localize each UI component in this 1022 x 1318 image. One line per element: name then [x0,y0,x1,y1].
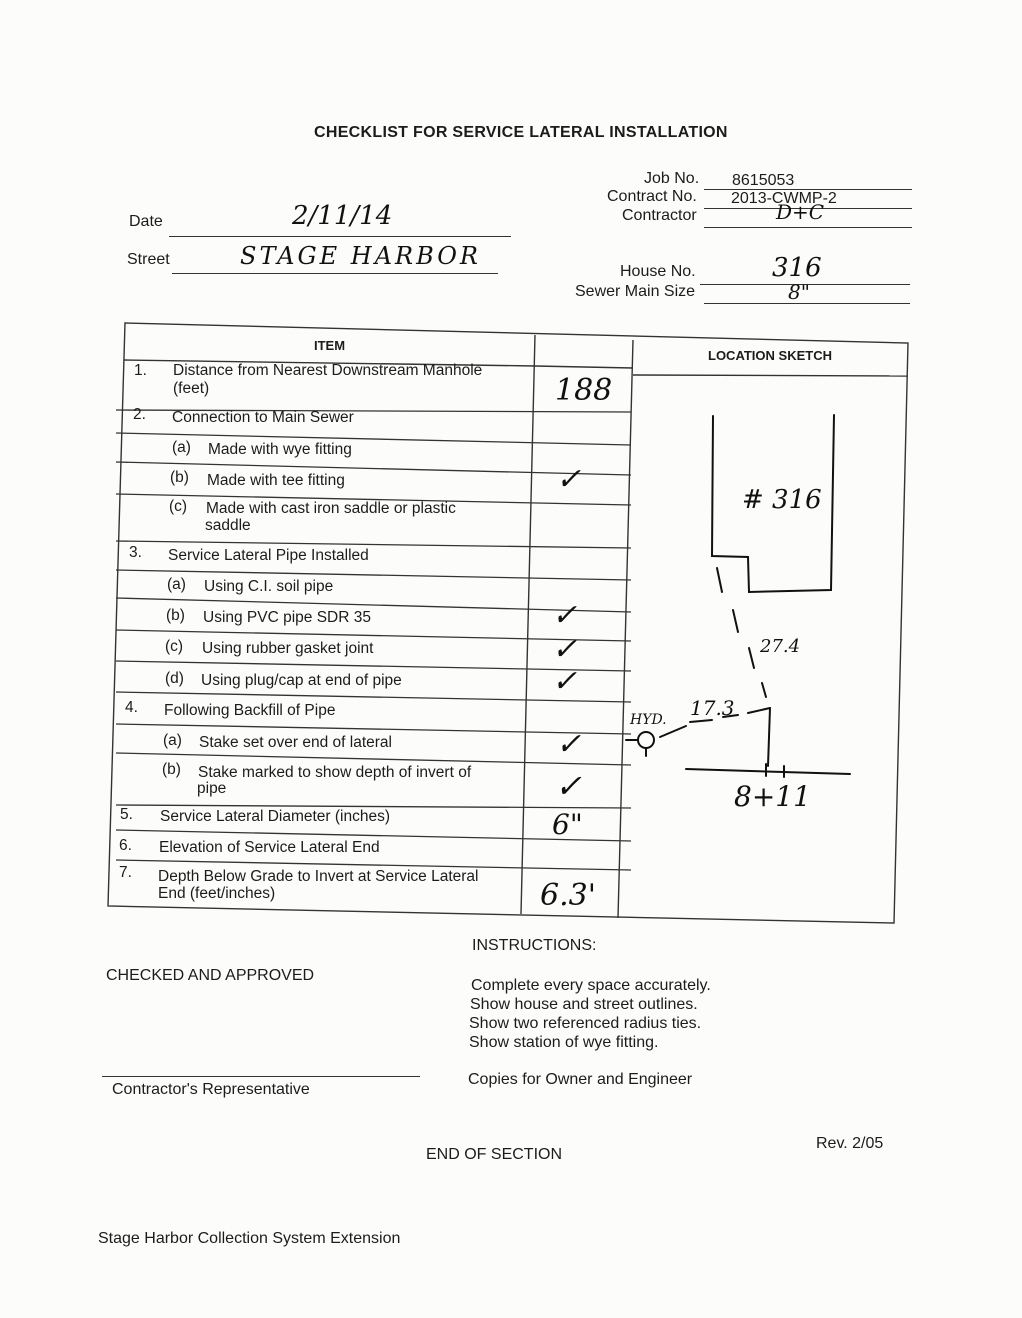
sewer-main-label: Sewer Main Size [575,283,696,300]
contract-no-value: 2013-CWMP-2 [731,190,837,207]
street-label: Street [127,251,170,268]
row-3c-num: (c) [165,638,184,655]
contractor-rep-label: Contractor's Representative [112,1081,310,1098]
row-7-label: Depth Below Grade to Invert at Service Lateral [158,868,479,885]
item-header: ITEM [314,338,346,353]
checked-approved: CHECKED AND APPROVED [106,967,315,984]
row-6-label: Elevation of Service Lateral End [159,839,380,856]
sewer-main-value: 8" [788,280,810,304]
sketch-dim-2: 17.3 [690,696,735,720]
contractor-label: Contractor [622,207,697,224]
row-4-num: 4. [125,699,138,716]
row-4b-num: (b) [162,761,181,778]
row-4a-label: Stake set over end of lateral [199,734,393,751]
contractor-value: D+C [776,200,825,224]
street-value: STAGE HARBOR [240,242,481,270]
row-3a-label: Using C.I. soil pipe [204,578,334,595]
date-label: Date [129,213,163,230]
row-4b-check: ✓ [555,767,582,805]
row-1-value: 188 [555,373,613,408]
instruction-line-4: Show station of wye fitting. [469,1034,659,1051]
copies-note: Copies for Owner and Engineer [468,1071,693,1088]
row-7-num: 7. [119,864,132,881]
row-2b-label: Made with tee fitting [207,472,345,489]
row-7-label2: End (feet/inches) [158,885,276,902]
row-2-label: Connection to Main Sewer [172,409,354,426]
row-3b-label: Using PVC pipe SDR 35 [203,609,371,626]
row-4b-label2: pipe [197,780,227,797]
hydrant-symbol [638,732,654,748]
row-2b-num: (b) [170,469,189,486]
row-1-label: Distance from Nearest Downstream Manhole [173,362,483,379]
house-no-label: House No. [620,263,696,280]
page-title: CHECKLIST FOR SERVICE LATERAL INSTALLATION [314,124,728,141]
row-2a-label: Made with wye fitting [208,441,352,458]
sewer-main-line-sketch [686,769,850,774]
instruction-line-3: Show two referenced radius ties. [469,1015,702,1032]
sketch-dim-1: 27.4 [760,636,801,657]
row-3-num: 3. [129,544,142,561]
row-2b-check: ✓ [556,462,582,497]
sketch-station: 8+11 [734,780,811,813]
footer-project: Stage Harbor Collection System Extension [98,1230,401,1247]
end-of-section: END OF SECTION [426,1146,563,1163]
revision: Rev. 2/05 [816,1135,884,1152]
row-3a-num: (a) [167,576,186,593]
row-5-value: 6" [552,808,583,841]
instruction-line-2: Show house and street outlines. [470,996,698,1013]
row-7-value: 6.3' [540,878,596,913]
row-3-label: Service Lateral Pipe Installed [168,547,369,564]
row-3d-check: ✓ [552,664,578,699]
row-4b-label: Stake marked to show depth of invert of [198,764,472,781]
sketch-hydrant-label: HYD. [630,712,667,728]
row-3d-label: Using plug/cap at end of pipe [201,672,402,689]
row-4a-check: ✓ [556,727,582,762]
row-5-num: 5. [120,806,133,823]
contract-no-label: Contract No. [607,188,697,205]
job-no-label: Job No. [644,170,700,187]
sketch-house-label: # 316 [742,485,822,515]
date-value: 2/11/14 [292,201,393,231]
instructions-heading: INSTRUCTIONS: [472,937,597,954]
row-3b-check: ✓ [552,598,578,633]
sketch-header: LOCATION SKETCH [708,348,832,363]
row-2-num: 2. [133,406,146,423]
row-1-label2: (feet) [173,380,210,397]
signature-line [102,1076,420,1077]
row-3b-num: (b) [166,607,185,624]
row-3c-check: ✓ [552,632,578,667]
house-no-value: 316 [772,253,822,283]
row-2c-label: Made with cast iron saddle or plastic [206,500,456,517]
row-2c-num: (c) [169,498,188,515]
row-1-num: 1. [134,362,147,379]
row-2c-label2: saddle [205,517,251,534]
job-no-value: 8615053 [732,172,795,189]
instruction-line-1: Complete every space accurately. [471,977,711,994]
row-4a-num: (a) [163,732,182,749]
row-3c-label: Using rubber gasket joint [202,640,374,657]
row-3d-num: (d) [165,670,184,687]
row-6-num: 6. [119,837,132,854]
row-5-label: Service Lateral Diameter (inches) [160,808,391,825]
row-4-label: Following Backfill of Pipe [164,702,336,719]
row-2a-num: (a) [172,439,191,456]
